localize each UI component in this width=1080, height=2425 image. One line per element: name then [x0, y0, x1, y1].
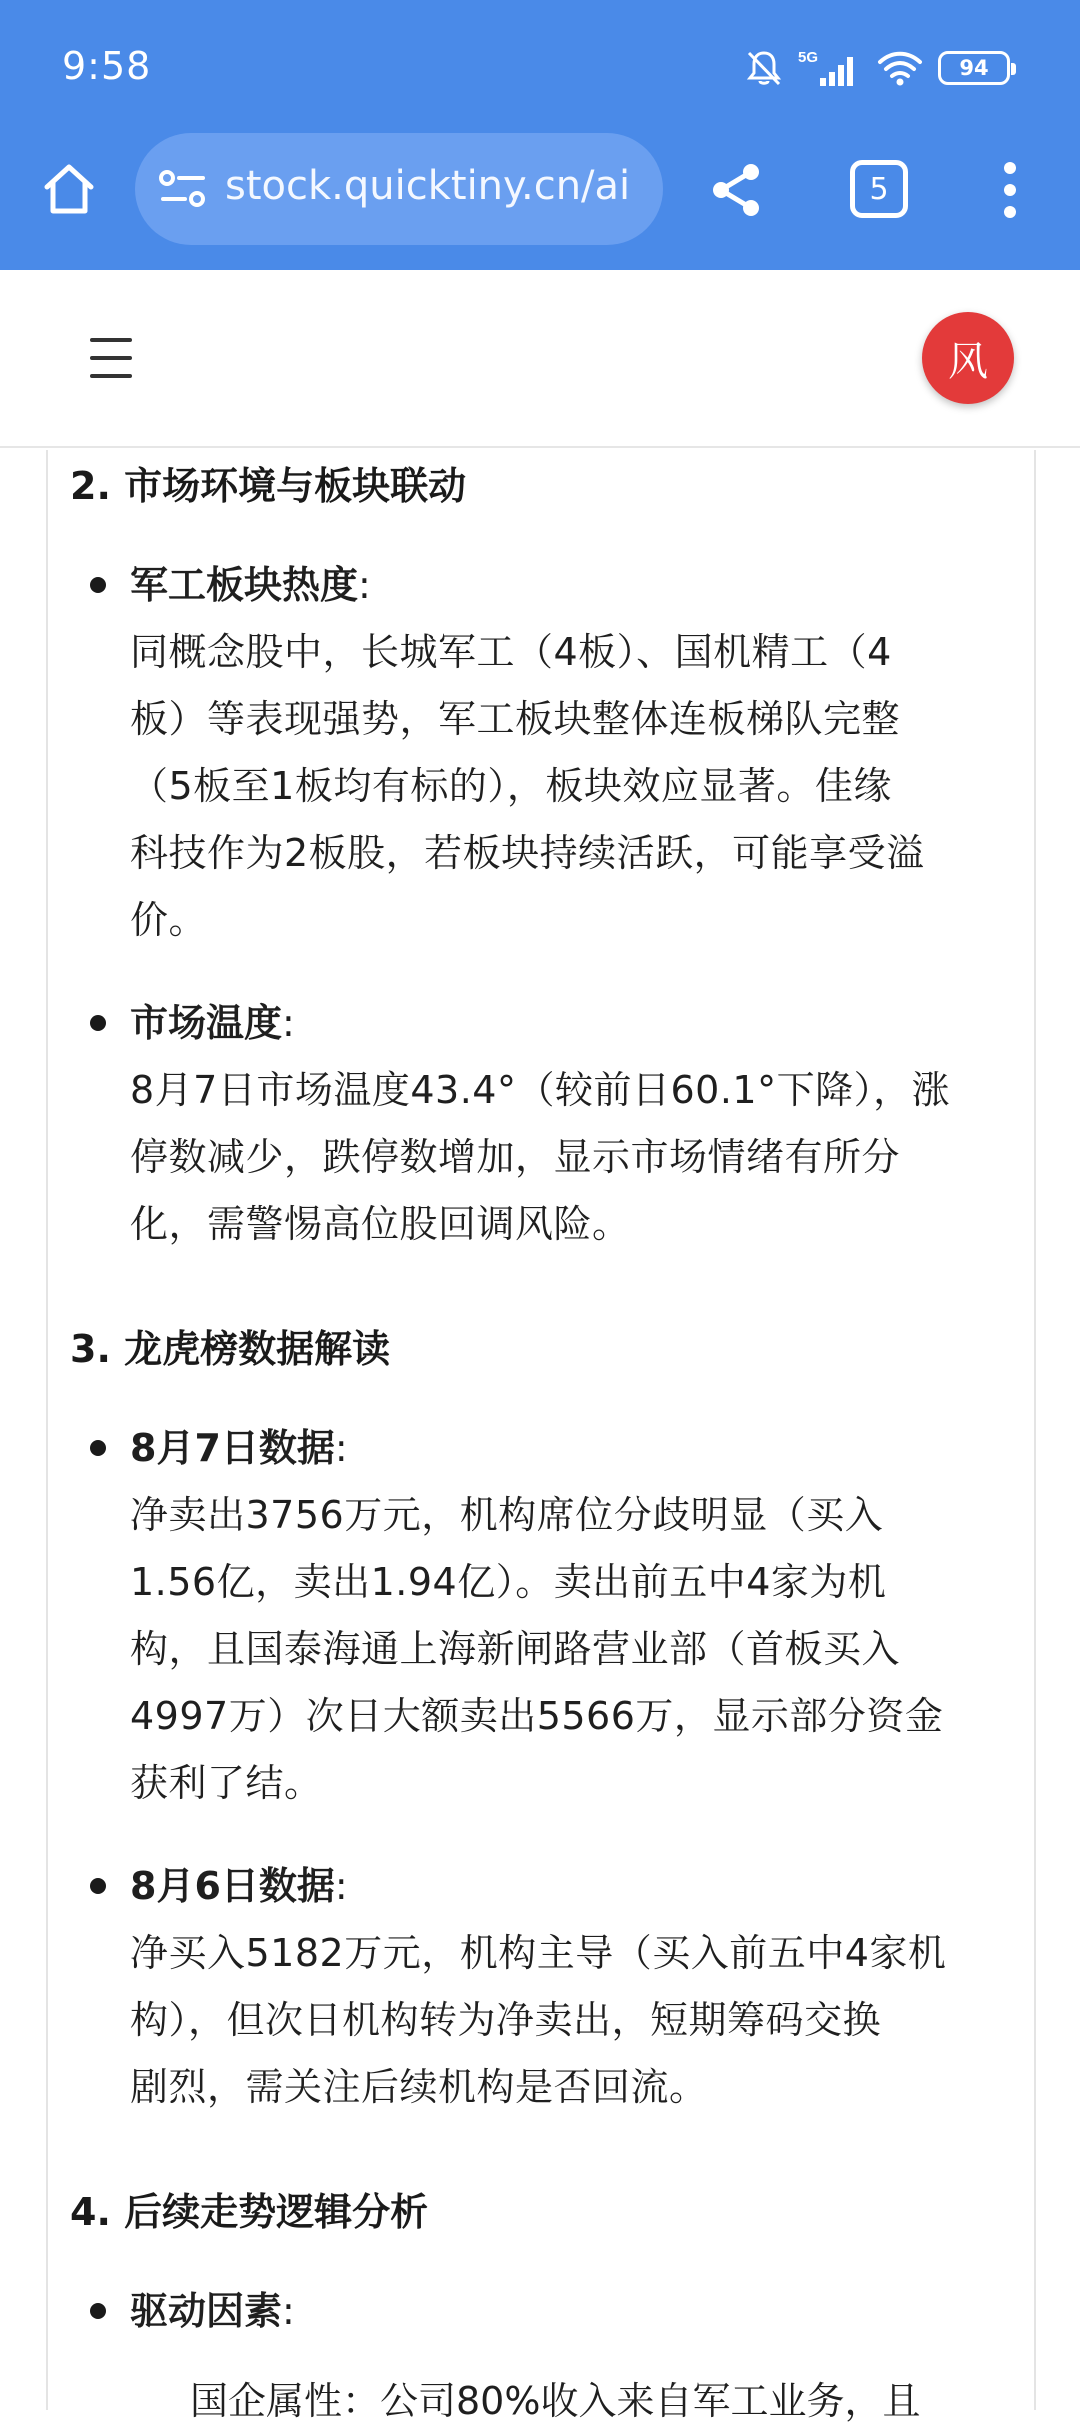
item-colon: : — [282, 2289, 295, 2333]
list-item — [90, 990, 1010, 1260]
menu-dot-icon — [1004, 162, 1016, 174]
text-line: 获利了结。 — [130, 1761, 323, 1805]
item-body — [130, 1482, 1010, 1817]
status-time: 9:58 — [62, 44, 152, 88]
text-line: 化，需警惕高位股回调风险。 — [130, 1202, 631, 1246]
battery-icon — [938, 51, 1010, 85]
text-line: 构），但次日机构转为净卖出，短期筹码交换 — [130, 1998, 882, 2042]
text-line: 科技作为2板股，若板块持续活跃，可能享受溢 — [130, 831, 925, 875]
text-line: 板）等表现强势，军工板块整体连板梯队完整 — [130, 697, 901, 741]
text-line: 8月7日市场温度43.4°（较前日60.1°下降），涨 — [130, 1068, 951, 1112]
item-heading — [130, 990, 295, 1057]
item-body — [130, 619, 1010, 954]
menu-dot-icon — [1004, 206, 1016, 218]
section-title: 后续走势逻辑分析 — [124, 2190, 429, 2234]
wifi-icon — [876, 48, 924, 88]
list-item — [90, 552, 1010, 952]
section-number: 4. — [70, 2190, 111, 2234]
partial-sub-item: 国企属性：公司80%收入来自军工业务，且 — [190, 2379, 921, 2423]
section-heading — [70, 2181, 428, 2236]
bullet-icon — [90, 2303, 106, 2319]
text-line: （5板至1板均有标的），板块效应显著。佳缘 — [130, 764, 892, 808]
home-icon — [39, 159, 99, 219]
text-line: 停数减少，跌停数增加，显示市场情绪有所分 — [130, 1135, 901, 1179]
home-button[interactable] — [36, 156, 102, 222]
text-line: 价。 — [130, 898, 208, 942]
item-heading — [130, 1853, 348, 1920]
hamburger-line — [90, 356, 132, 360]
section-number: 3. — [70, 1327, 111, 1371]
item-body — [130, 1920, 1010, 2121]
bullet-icon — [90, 1015, 106, 1031]
section-heading — [70, 1318, 390, 1373]
tab-switcher-button[interactable]: 5 — [850, 160, 908, 218]
item-label: 市场温度 — [130, 1001, 283, 1045]
text-line: 同概念股中，长城军工（4板）、国机精工（4 — [130, 630, 892, 674]
hamburger-line — [90, 374, 132, 378]
browser-toolbar — [0, 130, 1080, 250]
more-menu-button[interactable] — [990, 158, 1030, 222]
item-label: 8月6日数据 — [130, 1864, 335, 1908]
section-title: 龙虎榜数据解读 — [124, 1327, 391, 1371]
item-heading — [130, 2278, 295, 2345]
mute-bell-icon — [744, 48, 784, 88]
share-icon — [705, 158, 769, 222]
battery-level: 94 — [959, 55, 989, 80]
signal-5g-icon — [798, 48, 862, 88]
item-heading — [130, 1415, 348, 1482]
item-label: 军工板块热度 — [130, 563, 359, 607]
item-heading — [130, 552, 371, 619]
section-heading — [70, 455, 466, 510]
text-line: 剧烈，需关注后续机构是否回流。 — [130, 2065, 708, 2109]
item-body — [130, 1057, 1010, 1258]
item-label: 8月7日数据 — [130, 1426, 335, 1470]
text-line: 1.56亿，卖出1.94亿）。卖出前五中4家为机 — [130, 1560, 887, 1604]
item-colon: : — [358, 563, 371, 607]
menu-dot-icon — [1004, 184, 1016, 196]
text-line: 净卖出3756万元，机构席位分歧明显（买入 — [130, 1493, 884, 1537]
item-colon: : — [282, 1001, 295, 1045]
app-header — [0, 270, 1080, 448]
item-label: 驱动因素 — [130, 2289, 283, 2333]
text-line: 构，且国泰海通上海新闸路营业部（首板买入 — [130, 1627, 901, 1671]
hamburger-menu-icon[interactable] — [90, 338, 132, 378]
text-line: 净买入5182万元，机构主导（买入前五中4家机 — [130, 1931, 947, 1975]
text-line: 4997万）次日大额卖出5566万，显示部分资金 — [130, 1694, 944, 1738]
browser-chrome — [0, 0, 1080, 270]
hamburger-line — [90, 338, 132, 342]
list-item — [90, 1415, 1010, 1815]
address-bar[interactable] — [135, 133, 663, 245]
url-text[interactable]: stock.quicktiny.cn/ai — [225, 163, 631, 209]
bullet-icon — [90, 1878, 106, 1894]
status-icons — [744, 44, 1010, 92]
svg-text:5G: 5G — [798, 49, 819, 66]
bullet-icon — [90, 1440, 106, 1456]
user-avatar[interactable]: 风 — [922, 312, 1014, 404]
bullet-icon — [90, 577, 106, 593]
share-button[interactable] — [705, 158, 769, 222]
item-colon: : — [334, 1864, 348, 1908]
site-settings-icon[interactable] — [157, 163, 213, 215]
section-title: 市场环境与板块联动 — [124, 464, 467, 508]
list-item — [90, 1853, 1010, 2123]
item-colon: : — [334, 1426, 348, 1470]
section-number: 2. — [70, 464, 111, 508]
list-item — [90, 2278, 1010, 2348]
